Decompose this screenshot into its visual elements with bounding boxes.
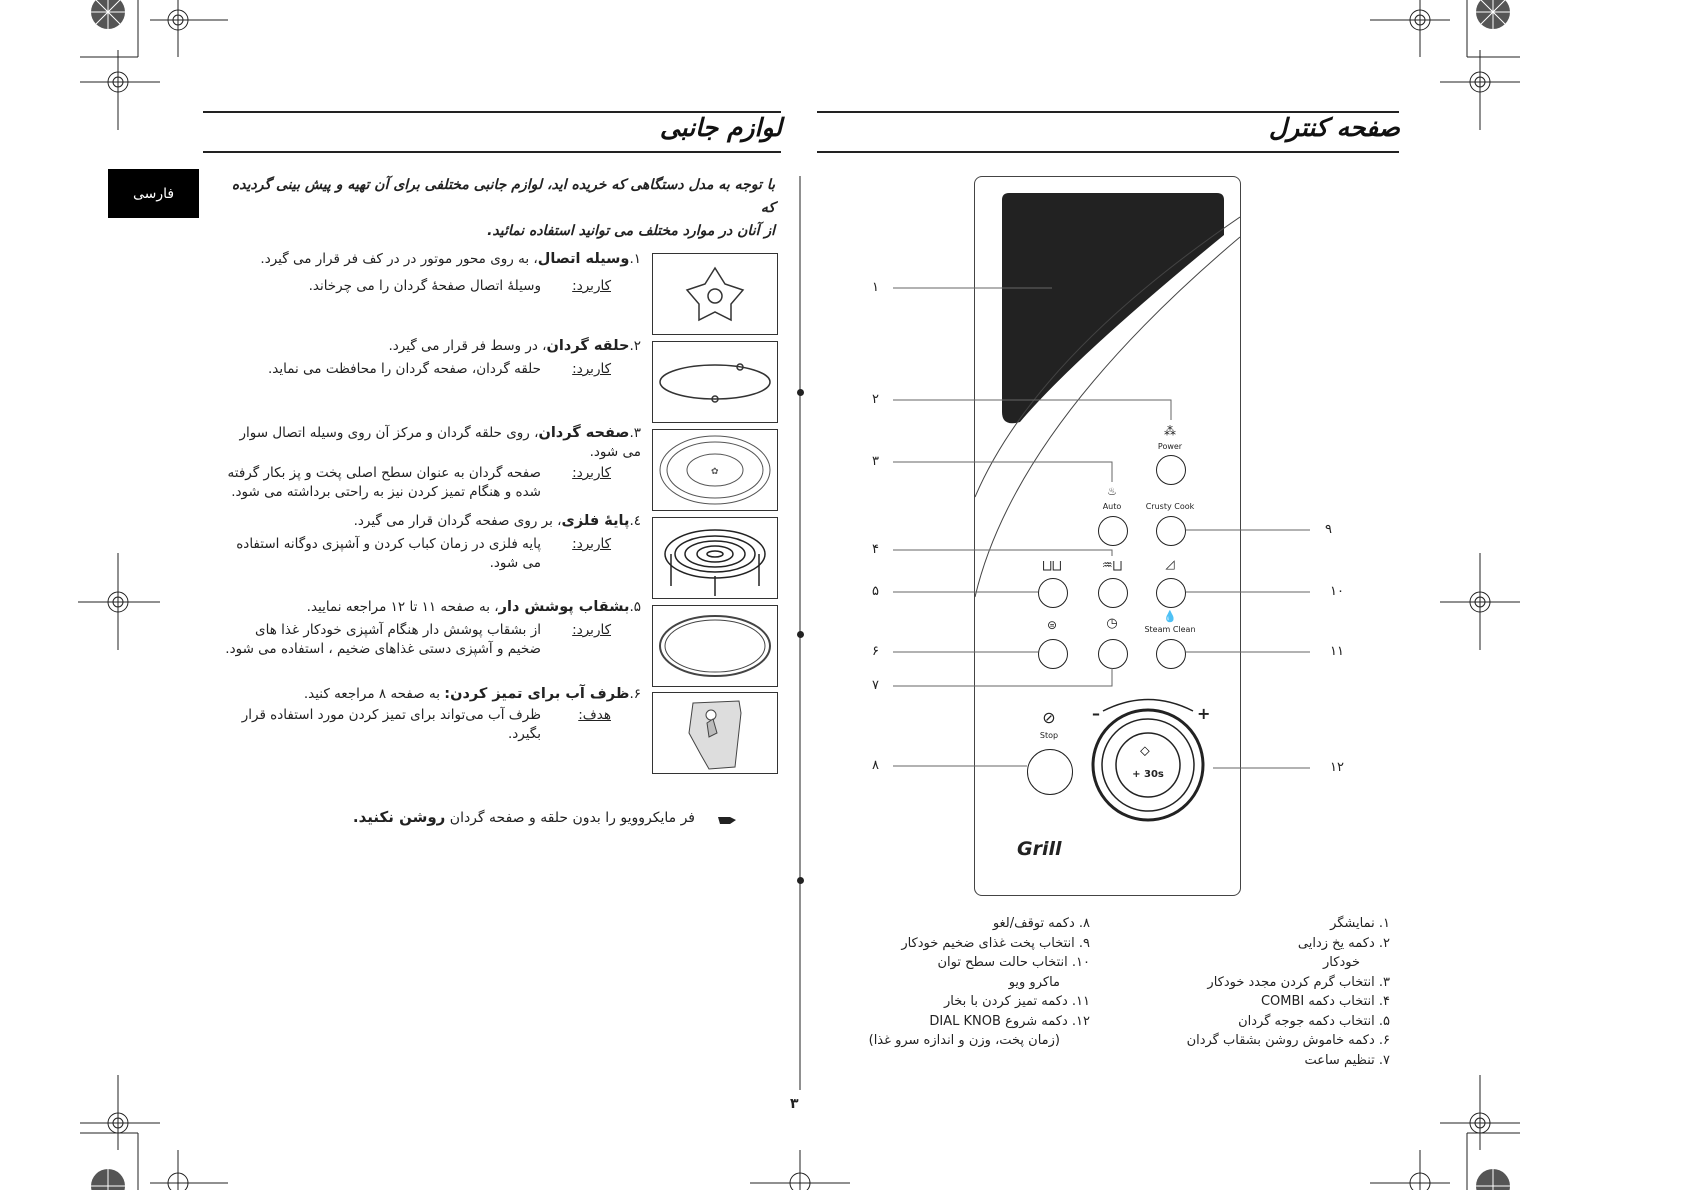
accessory-number: ۶.	[629, 686, 641, 702]
accessory-label: کاربرد:	[572, 536, 611, 552]
intro-line: با توجه به مدل دستگاهی که خریده اید، لوازم جانبی مختلفی برای آن تهیه و پیش بینی گردیده که	[231, 177, 775, 216]
brand-grill: Grill	[1017, 838, 1062, 860]
callout-number: ۸	[872, 758, 879, 773]
accessory-desc: به صفحه ۸ مراجعه کنید.	[303, 686, 445, 702]
accessory-label: کاربرد:	[572, 465, 611, 481]
callout-number: ۱۱	[1330, 644, 1344, 659]
note-bold: روشن نکنید.	[352, 808, 446, 826]
accessory-name: بشقاب پوشش دار	[498, 599, 630, 615]
callout-number: ۵	[872, 584, 879, 599]
page-title: لوازم جانبی	[659, 113, 782, 142]
callout-number: ۶	[872, 644, 879, 659]
combi-icon: ♒⨆	[1101, 558, 1123, 572]
crusty-cook-label: Crusty Cook	[1145, 502, 1195, 511]
callout-number: ۷	[872, 678, 879, 693]
accessory-label: هدف:	[578, 707, 611, 723]
power-label: Power	[1157, 442, 1183, 451]
steam-icon: 💧	[1163, 610, 1177, 623]
accessory-label: کاربرد:	[572, 622, 611, 638]
svg-text:✿: ✿	[711, 467, 719, 477]
legend-item: ۱۲. دکمه شروع DIAL KNOB	[929, 1013, 1090, 1029]
legend-right	[1150, 914, 1390, 1070]
legend-item: ۵. انتخاب دکمه جوجه گردان	[1238, 1013, 1390, 1029]
stop-label: Stop	[1039, 731, 1059, 740]
defrost-icon: ⁂	[1164, 424, 1176, 438]
accessory-name: وسیله اتصال	[537, 251, 630, 267]
grill-icon: ⨆⨆	[1042, 558, 1062, 572]
dial-minus: –	[1092, 704, 1100, 723]
accessory-use: پایه فلزی در زمان کباب کردن و آشپزی دوگانه استفاده می شود.	[236, 536, 541, 571]
page-title: صفحه کنترل	[1268, 113, 1400, 142]
accessory-number: ۱.	[629, 251, 641, 267]
callout-number: ۱۲	[1330, 760, 1344, 775]
accessory-name: صفحه گردان	[538, 425, 630, 441]
auto-icon: ♨	[1107, 485, 1117, 498]
clock-icon: ◷	[1106, 616, 1118, 631]
legend-item: ۶. دکمه خاموش روشن بشقاب گردان	[1186, 1033, 1390, 1048]
legend-item: (زمان پخت، وزن و اندازه سرو غذا)	[868, 1033, 1060, 1048]
accessory-number: ٤.	[629, 513, 641, 529]
legend-item: ۳. انتخاب گرم کردن مجدد خودکار	[1207, 974, 1390, 990]
callout-number: ۴	[872, 542, 879, 557]
legend-left	[850, 914, 1090, 1051]
turntable-icon: ⊜	[1046, 618, 1058, 632]
legend-item: ماکرو ویو	[1008, 974, 1060, 990]
accessory-use: وسیلۀ اتصال صفحۀ گردان را می چرخاند.	[308, 278, 541, 294]
note-text: فر مایکروویو را بدون حلقه و صفحه گردان	[449, 810, 695, 826]
stop-icon: ⊘	[1042, 708, 1056, 727]
callout-number: ۲	[872, 392, 879, 407]
accessory-name: ظرف آب برای تمیز کردن:	[444, 686, 630, 702]
legend-item: ۸. دکمه توقف/لغو	[992, 916, 1090, 931]
accessory-use: حلقه گردان، صفحه گردان را محافظت می نماید.	[267, 361, 541, 377]
accessory-label: کاربرد:	[572, 361, 611, 377]
accessory-name: حلقه گردان	[546, 338, 630, 354]
legend-item: ۹. انتخاب پخت غذای ضخیم خودکار	[901, 935, 1090, 951]
intro-line: از آنان در موارد مختلف می توانید استفاده نمائید.	[487, 223, 775, 239]
steam-clean-label: Steam Clean	[1144, 625, 1196, 634]
accessory-use: ظرف آب می‌تواند برای تمیز کردن مورد استفاده قرار بگیرد.	[241, 707, 541, 742]
callout-number: ۳	[872, 454, 879, 469]
legend-item: ۲. دکمه یخ زدایی	[1297, 935, 1390, 951]
accessory-use: از بشقاب پوشش دار هنگام آشپزی خودکار غذا های ضخیم و آشپزی دستی غذاهای ضخیم ، استفاده می شود.	[225, 622, 541, 657]
legend-item: ۱۰. انتخاب حالت سطح توان	[937, 955, 1090, 970]
accessory-desc: ، بر روی صفحه گردان قرار می گیرد.	[353, 513, 562, 529]
accessory-desc: ، روی حلقه گردان و مرکز آن روی وسیله اتصال سوار می شود.	[239, 425, 641, 460]
language-tab[interactable]: فارسی	[108, 169, 199, 218]
callout-number: ۹	[1325, 522, 1332, 537]
callout-number: ۱	[872, 280, 879, 295]
legend-item: خودکار	[1323, 955, 1360, 970]
legend-item: ۱۱. دکمه تمیز کردن با بخار	[944, 994, 1090, 1009]
dial-plus: +	[1197, 704, 1211, 723]
svg-text:⬦: ⬦	[1140, 743, 1150, 759]
power-ramp-icon: ◿	[1165, 557, 1175, 571]
legend-item: ۷. تنظیم ساعت	[1304, 1052, 1390, 1068]
legend-item: ۴. انتخاب دکمه COMBI	[1260, 994, 1390, 1009]
accessory-label: کاربرد:	[572, 278, 611, 294]
page-number: ۳	[790, 1096, 799, 1112]
plus30-label: + 30s	[1132, 769, 1164, 780]
accessory-desc: ، در وسط فر قرار می گیرد.	[388, 338, 547, 354]
accessory-number: ۵.	[629, 599, 641, 615]
legend-item: ۱. نمایشگر	[1330, 916, 1390, 931]
accessory-desc: ، به روی محور موتور در در کف فر قرار می گیرد.	[260, 251, 538, 267]
accessory-use: صفحه گردان به عنوان سطح اصلی پخت و پز بکار گرفته شده و هنگام تمیز کردن نیز به راحتی برداشته می شود.	[227, 465, 541, 500]
accessory-name: پایۀ فلزی	[561, 513, 630, 529]
auto-label: Auto	[1102, 502, 1122, 511]
accessory-desc: ، به صفحه ۱۱ تا ۱۲ مراجعه نمایید.	[306, 599, 499, 615]
callout-number: ۱۰	[1330, 584, 1344, 599]
accessory-number: ۳.	[629, 425, 641, 441]
accessory-number: ۲.	[629, 338, 641, 354]
